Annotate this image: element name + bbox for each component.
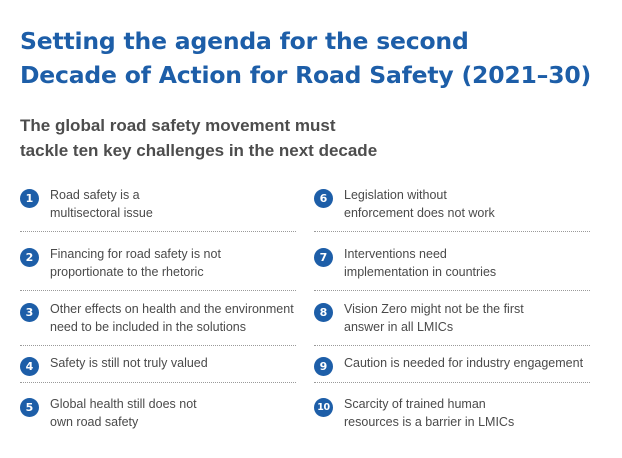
challenge-text-line: Legislation without [344,188,447,202]
challenge-text-line: Safety is still not truly valued [50,356,208,370]
challenge-text-line: Caution is needed for industry engagement [344,356,584,370]
challenge-text-line: Other effects on health and the environment [50,302,294,316]
number-badge: 1 [20,189,39,208]
challenge-text [344,354,590,372]
number-badge: 7 [314,248,333,267]
challenge-text [344,186,590,222]
number-badge: 10 [314,398,333,417]
challenge-text-line: Interventions need [344,247,447,261]
challenge-text-line: enforcement does not work [344,206,495,220]
number-badge: 4 [20,357,39,376]
challenge-text [50,395,296,431]
challenge-text-line: proportionate to the rhetoric [50,265,204,279]
dotted-divider [20,290,296,291]
number-badge: 3 [20,303,39,322]
challenge-text-line: implementation in countries [344,265,497,279]
challenge-text-line: answer in all LMICs [344,320,454,334]
challenge-text-line: own road safety [50,415,139,429]
challenge-text-line: need to be included in the solutions [50,320,246,334]
dotted-divider [20,345,296,346]
number-badge: 6 [314,189,333,208]
challenge-text-line: multisectoral issue [50,206,153,220]
subtitle-line-1: The global road safety movement must [20,116,336,135]
challenge-text [50,300,296,336]
title-line-2: Decade of Action for Road Safety (2021–30) [20,61,592,89]
number-badge: 5 [20,398,39,417]
title-line-1: Setting the agenda for the second [20,27,469,55]
challenge-text [344,300,590,336]
page-subtitle [20,113,580,163]
challenge-text [344,395,590,431]
number-badge: 9 [314,357,333,376]
page-title [20,24,610,92]
dotted-divider [314,231,590,232]
challenge-text-line: resources is a barrier in LMICs [344,415,515,429]
challenge-text-line: Road safety is a [50,188,140,202]
subtitle-line-2: tackle ten key challenges in the next decade [20,141,378,160]
challenge-text-line: Global health still does not [50,397,197,411]
number-badge: 2 [20,248,39,267]
dotted-divider [314,382,590,383]
challenge-text-line: Financing for road safety is not [50,247,221,261]
number-badge: 8 [314,303,333,322]
challenge-text-line: Vision Zero might not be the first [344,302,524,316]
dotted-divider [314,345,590,346]
dotted-divider [20,382,296,383]
challenge-text [50,245,296,281]
dotted-divider [20,231,296,232]
challenge-text [50,354,296,372]
challenge-text [344,245,590,281]
dotted-divider [314,290,590,291]
challenge-text-line: Scarcity of trained human [344,397,486,411]
challenge-text [50,186,296,222]
